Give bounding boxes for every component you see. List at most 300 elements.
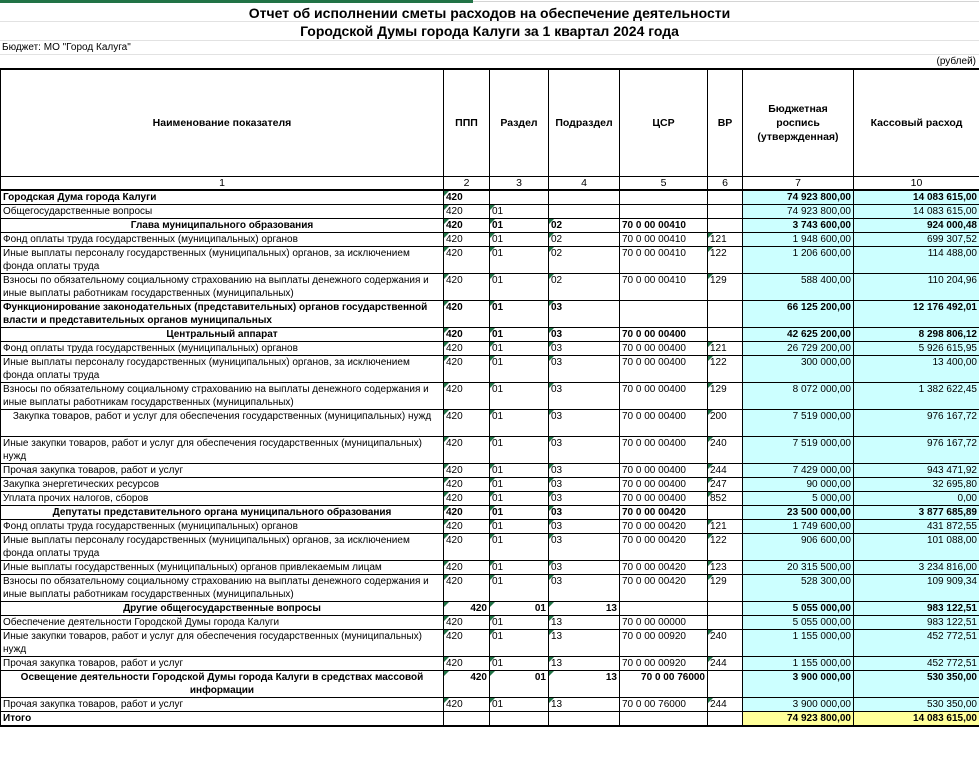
indicator-name-cell[interactable] xyxy=(1,492,444,506)
podrazdel-cell[interactable]: 02 xyxy=(549,274,620,301)
ppp-cell[interactable]: 420 xyxy=(444,520,490,534)
plan-amount-cell[interactable]: 7 429 000,00 xyxy=(743,464,854,478)
podrazdel-cell[interactable]: 03 xyxy=(549,328,620,342)
ppp-cell[interactable]: 420 xyxy=(444,356,490,383)
podrazdel-cell[interactable]: 03 xyxy=(549,342,620,356)
razdel-cell[interactable]: 01 xyxy=(490,464,549,478)
razdel-cell[interactable]: 01 xyxy=(490,575,549,602)
csr-cell[interactable]: 70 0 00 00420 xyxy=(620,534,708,561)
csr-cell[interactable]: 70 0 00 00420 xyxy=(620,575,708,602)
ppp-cell[interactable]: 420 xyxy=(444,602,490,616)
indicator-name: Закупка товаров, работ и услуг для обеспечения государственных (муниципальных) нужд xyxy=(12,411,432,422)
podrazdel-cell[interactable]: 03 xyxy=(549,534,620,561)
plan-amount-cell[interactable]: 1 948 600,00 xyxy=(743,233,854,247)
indicator-name: Иные выплаты персоналу государственных (муниципальных) органов, за исключением фонда оплаты труда xyxy=(3,357,410,381)
table-row xyxy=(1,233,979,247)
fact-amount-cell[interactable]: 0,00 xyxy=(854,492,979,506)
indicator-name: Закупка энергетических ресурсов xyxy=(3,479,160,490)
razdel-cell[interactable]: 01 xyxy=(490,356,549,383)
razdel-cell[interactable]: 01 xyxy=(490,698,549,712)
vr-cell[interactable]: 129 xyxy=(708,383,743,410)
table-row xyxy=(1,602,979,616)
col-number: 5 xyxy=(620,177,708,191)
fact-amount-cell[interactable]: 983 122,51 xyxy=(854,616,979,630)
indicator-name-cell[interactable] xyxy=(1,464,444,478)
vr-cell[interactable]: 129 xyxy=(708,575,743,602)
vr-cell[interactable] xyxy=(708,602,743,616)
ppp-cell[interactable]: 420 xyxy=(444,464,490,478)
fact-amount-cell[interactable]: 14 083 615,00 xyxy=(854,205,979,219)
razdel-cell[interactable]: 01 xyxy=(490,233,549,247)
razdel-cell[interactable]: 01 xyxy=(490,492,549,506)
table-row xyxy=(1,205,979,219)
razdel-cell[interactable]: 01 xyxy=(490,342,549,356)
csr-cell[interactable]: 70 0 00 00400 xyxy=(620,342,708,356)
vr-cell[interactable]: 244 xyxy=(708,464,743,478)
indicator-name: Фонд оплаты труда государственных (муниципальных) органов xyxy=(3,234,298,245)
csr-cell[interactable]: 70 0 00 00420 xyxy=(620,506,708,520)
indicator-name: Глава муниципального образования xyxy=(130,220,314,231)
podrazdel-cell[interactable]: 03 xyxy=(549,356,620,383)
vr-cell[interactable]: 247 xyxy=(708,478,743,492)
podrazdel-cell[interactable]: 02 xyxy=(549,233,620,247)
fact-amount-cell[interactable]: 530 350,00 xyxy=(854,671,979,698)
table-row xyxy=(1,356,979,383)
vr-cell[interactable]: 200 xyxy=(708,410,743,437)
empty-cell[interactable] xyxy=(620,712,708,727)
vr-cell[interactable] xyxy=(708,205,743,219)
ppp-cell[interactable]: 420 xyxy=(444,506,490,520)
plan-amount-cell[interactable]: 1 206 600,00 xyxy=(743,247,854,274)
indicator-name-cell[interactable] xyxy=(1,233,444,247)
csr-cell[interactable]: 70 0 00 00400 xyxy=(620,478,708,492)
podrazdel-cell[interactable]: 02 xyxy=(549,247,620,274)
indicator-name-cell[interactable] xyxy=(1,657,444,671)
csr-cell[interactable] xyxy=(620,602,708,616)
razdel-cell[interactable] xyxy=(490,190,549,205)
plan-amount-cell[interactable]: 5 055 000,00 xyxy=(743,616,854,630)
plan-amount-cell[interactable]: 1 155 000,00 xyxy=(743,657,854,671)
podrazdel-cell[interactable]: 03 xyxy=(549,410,620,437)
csr-cell[interactable]: 70 0 00 00400 xyxy=(620,464,708,478)
razdel-cell[interactable]: 01 xyxy=(490,247,549,274)
ppp-cell[interactable]: 420 xyxy=(444,247,490,274)
razdel-cell[interactable]: 01 xyxy=(490,328,549,342)
podrazdel-cell[interactable]: 03 xyxy=(549,437,620,464)
vr-cell[interactable] xyxy=(708,616,743,630)
fact-amount-cell[interactable]: 32 695,80 xyxy=(854,478,979,492)
indicator-name-cell[interactable] xyxy=(1,478,444,492)
csr-cell[interactable]: 70 0 00 00410 xyxy=(620,247,708,274)
indicator-name-cell[interactable] xyxy=(1,437,444,464)
indicator-name-cell[interactable] xyxy=(1,383,444,410)
col-number: 7 xyxy=(743,177,854,191)
fact-amount-cell[interactable]: 530 350,00 xyxy=(854,698,979,712)
indicator-name: Другие общегосударственные вопросы xyxy=(123,603,321,614)
plan-amount-cell[interactable]: 588 400,00 xyxy=(743,274,854,301)
plan-amount-cell[interactable]: 74 923 800,00 xyxy=(743,190,854,205)
plan-amount-cell[interactable]: 300 000,00 xyxy=(743,356,854,383)
table-row xyxy=(1,671,979,698)
plan-amount-cell[interactable]: 7 519 000,00 xyxy=(743,410,854,437)
indicator-name-cell[interactable] xyxy=(1,506,444,520)
table-row xyxy=(1,342,979,356)
plan-amount-cell[interactable]: 26 729 200,00 xyxy=(743,342,854,356)
ppp-cell[interactable]: 420 xyxy=(444,205,490,219)
indicator-name: Прочая закупка товаров, работ и услуг xyxy=(3,699,184,710)
indicator-name: Освещение деятельности Городской Думы города Калуги в средствах массовой информации xyxy=(20,672,424,696)
vr-cell[interactable]: 121 xyxy=(708,520,743,534)
indicator-name: Прочая закупка товаров, работ и услуг xyxy=(3,658,184,669)
indicator-name-cell[interactable] xyxy=(1,247,444,274)
fact-amount-cell[interactable]: 3 877 685,89 xyxy=(854,506,979,520)
ppp-cell[interactable]: 420 xyxy=(444,233,490,247)
table-row xyxy=(1,410,979,437)
fact-amount-cell[interactable]: 114 488,00 xyxy=(854,247,979,274)
indicator-name: Фонд оплаты труда государственных (муниципальных) органов xyxy=(3,343,298,354)
csr-cell[interactable] xyxy=(620,190,708,205)
indicator-name: Депутаты представительного органа муниципального образования xyxy=(52,507,392,518)
indicator-name-cell[interactable] xyxy=(1,190,444,205)
indicator-name-cell[interactable] xyxy=(1,301,444,328)
indicator-name: Иные закупки товаров, работ и услуг для обеспечения государственных (муниципальных) нужд xyxy=(3,631,422,655)
fact-amount-cell[interactable]: 14 083 615,00 xyxy=(854,190,979,205)
razdel-cell[interactable]: 01 xyxy=(490,301,549,328)
csr-cell[interactable]: 70 0 00 00400 xyxy=(620,383,708,410)
razdel-cell[interactable]: 01 xyxy=(490,437,549,464)
indicator-name-cell[interactable] xyxy=(1,616,444,630)
indicator-name: Центральный аппарат xyxy=(166,329,278,340)
table-row xyxy=(1,464,979,478)
col-number: 1 xyxy=(1,177,444,191)
col-header-podrazdel: Подраздел xyxy=(549,69,620,177)
fact-amount-cell[interactable]: 1 382 622,45 xyxy=(854,383,979,410)
col-number: 2 xyxy=(444,177,490,191)
ppp-cell[interactable]: 420 xyxy=(444,616,490,630)
indicator-name: Фонд оплаты труда государственных (муниципальных) органов xyxy=(3,521,298,532)
razdel-cell[interactable]: 01 xyxy=(490,671,549,698)
fact-amount-cell[interactable]: 983 122,51 xyxy=(854,602,979,616)
vr-cell[interactable]: 244 xyxy=(708,657,743,671)
indicator-name-cell[interactable] xyxy=(1,698,444,712)
fact-amount-cell[interactable]: 699 307,52 xyxy=(854,233,979,247)
plan-amount-cell[interactable]: 42 625 200,00 xyxy=(743,328,854,342)
col-header-csr: ЦСР xyxy=(620,69,708,177)
table-row xyxy=(1,657,979,671)
indicator-name-cell[interactable] xyxy=(1,575,444,602)
indicator-name-cell[interactable] xyxy=(1,602,444,616)
vr-cell[interactable]: 240 xyxy=(708,630,743,657)
plan-amount-cell[interactable]: 66 125 200,00 xyxy=(743,301,854,328)
plan-amount-cell[interactable]: 1 749 600,00 xyxy=(743,520,854,534)
table-row xyxy=(1,506,979,520)
razdel-cell[interactable]: 01 xyxy=(490,616,549,630)
podrazdel-cell[interactable]: 13 xyxy=(549,602,620,616)
csr-cell[interactable]: 70 0 00 00920 xyxy=(620,630,708,657)
ppp-cell[interactable]: 420 xyxy=(444,671,490,698)
col-header-name: Наименование показателя xyxy=(1,69,444,177)
csr-cell[interactable]: 70 0 00 00920 xyxy=(620,657,708,671)
indicator-name: Взносы по обязательному социальному страхованию на выплаты денежного содержания и иные выплаты работникам государственных (муниципальных) xyxy=(3,576,429,600)
vr-cell[interactable]: 122 xyxy=(708,534,743,561)
razdel-cell[interactable]: 01 xyxy=(490,506,549,520)
table-row xyxy=(1,520,979,534)
fact-amount-cell[interactable]: 12 176 492,01 xyxy=(854,301,979,328)
table-row xyxy=(1,301,979,328)
empty-cell[interactable] xyxy=(549,712,620,727)
podrazdel-cell[interactable]: 03 xyxy=(549,301,620,328)
indicator-name: Общегосударственные вопросы xyxy=(3,206,153,217)
col-number: 3 xyxy=(490,177,549,191)
vr-cell[interactable]: 122 xyxy=(708,247,743,274)
empty-cell[interactable] xyxy=(490,712,549,727)
podrazdel-cell[interactable]: 03 xyxy=(549,383,620,410)
total-label: Итого xyxy=(1,712,444,727)
podrazdel-cell[interactable] xyxy=(549,205,620,219)
csr-cell[interactable]: 70 0 00 00400 xyxy=(620,410,708,437)
ppp-cell[interactable]: 420 xyxy=(444,657,490,671)
indicator-name-cell[interactable] xyxy=(1,534,444,561)
vr-cell[interactable]: 122 xyxy=(708,356,743,383)
razdel-cell[interactable]: 01 xyxy=(490,520,549,534)
col-header-razdel: Раздел xyxy=(490,69,549,177)
sheet-top-border xyxy=(0,0,979,3)
ppp-cell[interactable]: 420 xyxy=(444,342,490,356)
podrazdel-cell[interactable]: 03 xyxy=(549,492,620,506)
fact-amount-cell[interactable]: 452 772,51 xyxy=(854,657,979,671)
table-row xyxy=(1,328,979,342)
vr-cell[interactable]: 244 xyxy=(708,698,743,712)
csr-cell[interactable]: 70 0 00 00420 xyxy=(620,520,708,534)
header-row xyxy=(1,69,979,177)
razdel-cell[interactable]: 01 xyxy=(490,602,549,616)
fact-amount-cell[interactable]: 3 234 816,00 xyxy=(854,561,979,575)
empty-cell[interactable] xyxy=(708,712,743,727)
table-row xyxy=(1,190,979,205)
vr-cell[interactable] xyxy=(708,301,743,328)
table-row xyxy=(1,561,979,575)
ppp-cell[interactable]: 420 xyxy=(444,190,490,205)
plan-amount-cell[interactable]: 20 315 500,00 xyxy=(743,561,854,575)
fact-amount-cell[interactable]: 452 772,51 xyxy=(854,630,979,657)
podrazdel-cell[interactable]: 02 xyxy=(549,219,620,233)
csr-cell[interactable]: 70 0 00 00400 xyxy=(620,437,708,464)
razdel-cell[interactable]: 01 xyxy=(490,410,549,437)
razdel-cell[interactable]: 01 xyxy=(490,534,549,561)
table-row xyxy=(1,274,979,301)
csr-cell[interactable]: 70 0 00 00400 xyxy=(620,328,708,342)
indicator-name-cell[interactable] xyxy=(1,410,444,437)
selection-indicator xyxy=(0,0,473,3)
vr-cell[interactable]: 240 xyxy=(708,437,743,464)
total-fact-cell[interactable]: 14 083 615,00 xyxy=(854,712,979,727)
budget-label: Бюджет: МО "Город Калуга" xyxy=(2,42,131,53)
razdel-cell[interactable]: 01 xyxy=(490,657,549,671)
fact-amount-cell[interactable]: 109 909,34 xyxy=(854,575,979,602)
razdel-cell[interactable]: 01 xyxy=(490,219,549,233)
podrazdel-cell[interactable]: 03 xyxy=(549,520,620,534)
podrazdel-cell[interactable]: 03 xyxy=(549,464,620,478)
fact-amount-cell[interactable]: 110 204,96 xyxy=(854,274,979,301)
plan-amount-cell[interactable]: 906 600,00 xyxy=(743,534,854,561)
podrazdel-cell[interactable]: 13 xyxy=(549,657,620,671)
ppp-cell[interactable]: 420 xyxy=(444,274,490,301)
indicator-name-cell[interactable] xyxy=(1,356,444,383)
ppp-cell[interactable]: 420 xyxy=(444,492,490,506)
fact-amount-cell[interactable]: 976 167,72 xyxy=(854,437,979,464)
podrazdel-cell[interactable]: 13 xyxy=(549,616,620,630)
indicator-name-cell[interactable] xyxy=(1,630,444,657)
indicator-name-cell[interactable] xyxy=(1,328,444,342)
plan-amount-cell[interactable]: 3 743 600,00 xyxy=(743,219,854,233)
ppp-cell[interactable]: 420 xyxy=(444,301,490,328)
vr-cell[interactable] xyxy=(708,328,743,342)
indicator-name: Взносы по обязательному социальному страхованию на выплаты денежного содержания и иные выплаты работникам государственных (муниципальных) xyxy=(3,275,429,299)
fact-amount-cell[interactable]: 431 872,55 xyxy=(854,520,979,534)
razdel-cell[interactable]: 01 xyxy=(490,274,549,301)
ppp-cell[interactable]: 420 xyxy=(444,219,490,233)
csr-cell[interactable]: 70 0 00 76000 xyxy=(620,698,708,712)
plan-amount-cell[interactable]: 74 923 800,00 xyxy=(743,205,854,219)
vr-cell[interactable]: 121 xyxy=(708,233,743,247)
vr-cell[interactable]: 121 xyxy=(708,342,743,356)
razdel-cell[interactable]: 01 xyxy=(490,383,549,410)
indicator-name: Иные выплаты персоналу государственных (муниципальных) органов, за исключением фонда оплаты труда xyxy=(3,248,410,272)
vr-cell[interactable] xyxy=(708,671,743,698)
podrazdel-cell[interactable]: 03 xyxy=(549,506,620,520)
indicator-name: Иные выплаты государственных (муниципальных) органов привлекаемым лицам xyxy=(3,562,382,573)
gridline xyxy=(0,40,979,41)
column-number-row xyxy=(1,177,979,191)
total-plan-cell[interactable]: 74 923 800,00 xyxy=(743,712,854,727)
ppp-cell[interactable]: 420 xyxy=(444,410,490,437)
table-row xyxy=(1,534,979,561)
csr-cell[interactable]: 70 0 00 00410 xyxy=(620,233,708,247)
ppp-cell[interactable]: 420 xyxy=(444,478,490,492)
table-row xyxy=(1,630,979,657)
gridline xyxy=(0,21,979,22)
expense-report-table xyxy=(0,68,979,727)
indicator-name: Обеспечение деятельности Городской Думы города Калуги xyxy=(3,617,280,628)
indicator-name-cell[interactable] xyxy=(1,274,444,301)
csr-cell[interactable]: 70 0 00 00000 xyxy=(620,616,708,630)
indicator-name-cell[interactable] xyxy=(1,219,444,233)
indicator-name-cell[interactable] xyxy=(1,342,444,356)
report-body xyxy=(1,190,979,726)
indicator-name-cell[interactable] xyxy=(1,205,444,219)
vr-cell[interactable] xyxy=(708,506,743,520)
ppp-cell[interactable]: 420 xyxy=(444,534,490,561)
table-row xyxy=(1,437,979,464)
vr-cell[interactable]: 123 xyxy=(708,561,743,575)
razdel-cell[interactable]: 01 xyxy=(490,478,549,492)
vr-cell[interactable] xyxy=(708,190,743,205)
indicator-name: Взносы по обязательному социальному страхованию на выплаты денежного содержания и иные выплаты работникам государственных (муниципальных) xyxy=(3,384,429,408)
csr-cell[interactable]: 70 0 00 00400 xyxy=(620,492,708,506)
indicator-name-cell[interactable] xyxy=(1,671,444,698)
csr-cell[interactable]: 70 0 00 00400 xyxy=(620,356,708,383)
podrazdel-cell[interactable]: 03 xyxy=(549,478,620,492)
gridline xyxy=(0,54,979,55)
col-header-plan: Бюджетная роспись (утвержденная) xyxy=(743,69,854,177)
csr-cell[interactable]: 70 0 00 00410 xyxy=(620,274,708,301)
indicator-name: Иные выплаты персоналу государственных (муниципальных) органов, за исключением фонда оплаты труда xyxy=(3,535,410,559)
plan-amount-cell[interactable]: 23 500 000,00 xyxy=(743,506,854,520)
podrazdel-cell[interactable]: 13 xyxy=(549,671,620,698)
razdel-cell[interactable]: 01 xyxy=(490,205,549,219)
fact-amount-cell[interactable]: 924 000,48 xyxy=(854,219,979,233)
vr-cell[interactable]: 129 xyxy=(708,274,743,301)
razdel-cell[interactable]: 01 xyxy=(490,630,549,657)
plan-amount-cell[interactable]: 8 072 000,00 xyxy=(743,383,854,410)
plan-amount-cell[interactable]: 5 000,00 xyxy=(743,492,854,506)
plan-amount-cell[interactable]: 7 519 000,00 xyxy=(743,437,854,464)
csr-cell[interactable]: 70 0 00 00410 xyxy=(620,219,708,233)
col-number: 6 xyxy=(708,177,743,191)
col-header-fact: Кассовый расход xyxy=(854,69,979,177)
fact-amount-cell[interactable]: 8 298 806,12 xyxy=(854,328,979,342)
fact-amount-cell[interactable]: 5 926 615,95 xyxy=(854,342,979,356)
podrazdel-cell[interactable]: 03 xyxy=(549,561,620,575)
table-row xyxy=(1,383,979,410)
empty-cell[interactable] xyxy=(444,712,490,727)
indicator-name: Функционирование законодательных (представительных) органов государственной власти и представительных органов муниципальных xyxy=(3,302,428,326)
razdel-cell[interactable]: 01 xyxy=(490,561,549,575)
ppp-cell[interactable]: 420 xyxy=(444,437,490,464)
vr-cell[interactable] xyxy=(708,219,743,233)
col-number: 4 xyxy=(549,177,620,191)
fact-amount-cell[interactable]: 943 471,92 xyxy=(854,464,979,478)
fact-amount-cell[interactable]: 101 088,00 xyxy=(854,534,979,561)
podrazdel-cell[interactable] xyxy=(549,190,620,205)
report-title-line-2: Городской Думы города Калуги за 1 квартал 2024 года xyxy=(300,23,679,39)
plan-amount-cell[interactable]: 3 900 000,00 xyxy=(743,698,854,712)
podrazdel-cell[interactable]: 13 xyxy=(549,698,620,712)
csr-cell[interactable]: 70 0 00 76000 xyxy=(620,671,708,698)
podrazdel-cell[interactable]: 13 xyxy=(549,630,620,657)
table-row xyxy=(1,616,979,630)
ppp-cell[interactable]: 420 xyxy=(444,630,490,657)
ppp-cell[interactable]: 420 xyxy=(444,561,490,575)
plan-amount-cell[interactable]: 1 155 000,00 xyxy=(743,630,854,657)
plan-amount-cell[interactable]: 5 055 000,00 xyxy=(743,602,854,616)
plan-amount-cell[interactable]: 3 900 000,00 xyxy=(743,671,854,698)
ppp-cell[interactable]: 420 xyxy=(444,383,490,410)
ppp-cell[interactable]: 420 xyxy=(444,328,490,342)
plan-amount-cell[interactable]: 90 000,00 xyxy=(743,478,854,492)
indicator-name-cell[interactable] xyxy=(1,520,444,534)
units-label: (рублей) xyxy=(936,56,976,67)
ppp-cell[interactable]: 420 xyxy=(444,575,490,602)
fact-amount-cell[interactable]: 976 167,72 xyxy=(854,410,979,437)
report-title-line-1: Отчет об исполнении сметы расходов на обеспечение деятельности xyxy=(248,5,731,21)
table-row xyxy=(1,247,979,274)
table-row xyxy=(1,698,979,712)
total-row xyxy=(1,712,979,727)
csr-cell[interactable] xyxy=(620,301,708,328)
gridline xyxy=(473,1,979,2)
plan-amount-cell[interactable]: 528 300,00 xyxy=(743,575,854,602)
ppp-cell[interactable]: 420 xyxy=(444,698,490,712)
col-header-ppp: ППП xyxy=(444,69,490,177)
fact-amount-cell[interactable]: 13 400,00 xyxy=(854,356,979,383)
table-row xyxy=(1,478,979,492)
csr-cell[interactable] xyxy=(620,205,708,219)
podrazdel-cell[interactable]: 03 xyxy=(549,575,620,602)
csr-cell[interactable]: 70 0 00 00420 xyxy=(620,561,708,575)
indicator-name-cell[interactable] xyxy=(1,561,444,575)
vr-cell[interactable]: 852 xyxy=(708,492,743,506)
